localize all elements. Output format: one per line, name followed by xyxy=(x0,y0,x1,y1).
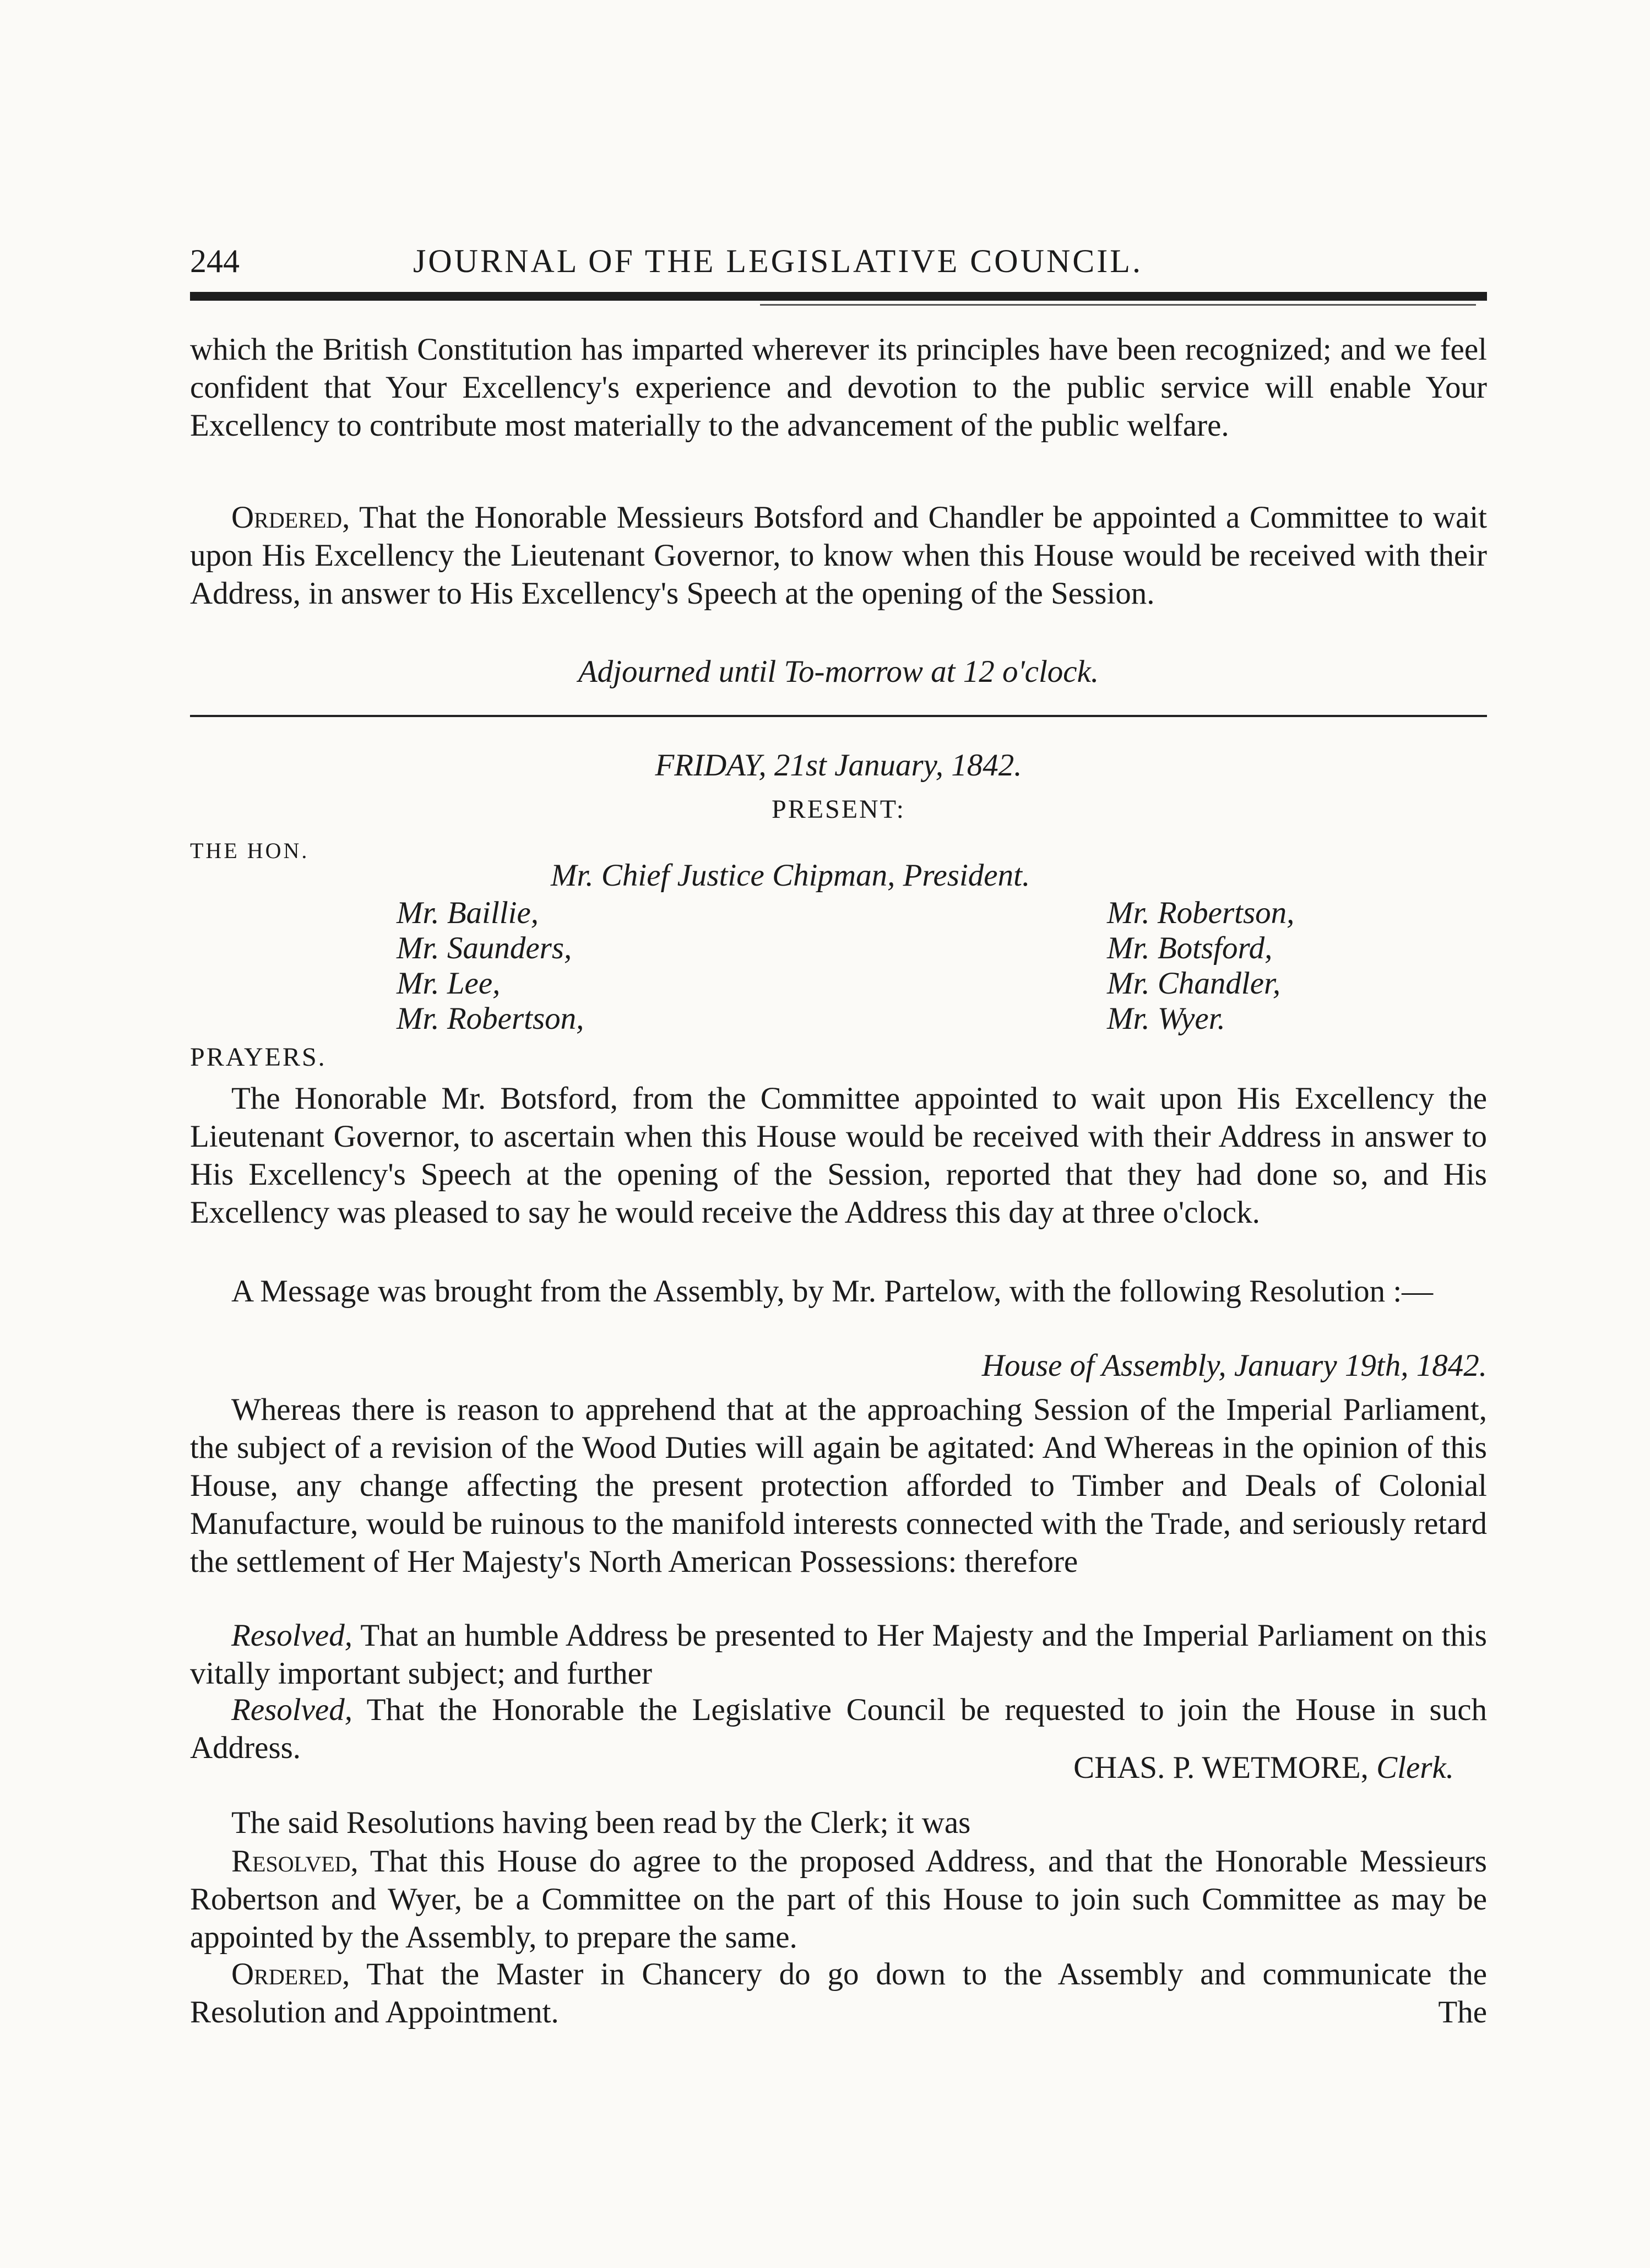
members-list xyxy=(397,895,1344,1036)
ordered-lead: Ordered, xyxy=(231,1957,350,1992)
member-row xyxy=(397,965,1344,1001)
read-by-clerk: The said Resolutions having been read by the Clerk; it was xyxy=(231,1805,971,1840)
whereas-block xyxy=(190,1391,1487,1581)
resolved-lead: Resolved, xyxy=(231,1844,359,1879)
present-heading xyxy=(190,790,1487,828)
resolved-lead: Resolved, xyxy=(231,1618,352,1653)
adjourned-block xyxy=(190,653,1487,691)
assembly-date-block xyxy=(190,1347,1487,1385)
date-heading xyxy=(190,746,1487,784)
read-by-clerk-block xyxy=(190,1804,1487,1842)
member-name: Mr. Botsford, xyxy=(1107,931,1273,965)
member-row xyxy=(397,1001,1344,1036)
weekday: FRIDAY, xyxy=(655,748,767,783)
catchword-block xyxy=(190,1993,1487,2031)
assembly-date: House of Assembly, January 19th, 1842. xyxy=(981,1348,1487,1383)
member-row xyxy=(397,895,1344,930)
adjourned-line: Adjourned until To-morrow at 12 o'clock. xyxy=(578,654,1099,689)
page-header xyxy=(190,242,1487,286)
the-hon-label: THE HON. xyxy=(190,838,310,863)
prayers-block xyxy=(190,1038,1487,1076)
message-intro: A Message was brought from the Assembly, by Mr. Partelow, with the following Resolution :— xyxy=(231,1274,1434,1309)
president-block xyxy=(551,856,1212,894)
address-text: which the British Constitution has imparted wherever its principles have been recognized; and we feel confident that Your Excellency's experience and devotion to the public service will enable Your Excellency to contribute most materially to the advancement of the public welfare. xyxy=(190,332,1487,443)
signature-block xyxy=(190,1749,1487,1787)
resolved-1-block xyxy=(190,1616,1487,1692)
resolved-lead: Resolved, xyxy=(231,1692,352,1727)
member-name: Mr. Baillie, xyxy=(397,896,539,930)
prayers-label: PRAYERS. xyxy=(190,1043,327,1072)
ordered-lead: Ordered, xyxy=(231,500,350,535)
whereas-text: Whereas there is reason to apprehend that at the approaching Session of the Imperial Parliament, the subject of a revision of the Wood Duties will again be agitated: And Whereas in the opinion of this House, any change affecting the present protection afforded to Timber and Deals of Colonial Manufacture, would be ruinous to the manifold interests connected with the Trade, and seriously retard the settlement of Her Majesty's North American Possessions: therefore xyxy=(190,1392,1487,1579)
ordered-committee xyxy=(190,498,1487,612)
address-conclusion xyxy=(190,330,1487,444)
member-name: Mr. Lee, xyxy=(397,966,501,1001)
resolved-text: That an humble Address be presented to Her Majesty and the Imperial Parliament on this vitally important subject; and further xyxy=(190,1618,1487,1691)
header-rule xyxy=(190,292,1487,301)
member-name: Mr. Chandler, xyxy=(1107,966,1281,1001)
president-line: Mr. Chief Justice Chipman, President. xyxy=(551,858,1030,893)
ordered-text: That the Honorable Messieurs Botsford and Chandler be appointed a Committee to wait upon His Excellency the Lieutenant Governor, to know when this House would be received with their Address, in answer to His Excellency's Speech at the opening of the Session. xyxy=(190,500,1487,611)
page-number: 244 xyxy=(190,243,240,279)
signature-title: Clerk. xyxy=(1368,1750,1454,1785)
message-intro-block xyxy=(190,1272,1487,1310)
running-title: JOURNAL OF THE LEGISLATIVE COUNCIL. xyxy=(413,243,1143,279)
member-row xyxy=(397,930,1344,965)
resolved-text: That the Honorable the Legislative Council be requested to join the House in such Address. xyxy=(190,1692,1487,1765)
member-name: Mr. Robertson, xyxy=(397,1001,584,1036)
member-name: Mr. Saunders, xyxy=(397,931,572,965)
resolved-3-block xyxy=(190,1842,1487,1956)
catchword: The xyxy=(1438,1995,1487,2030)
header-rule-thin xyxy=(760,304,1476,306)
resolved-text: That this House do agree to the proposed Address, and that the Honorable Messieurs Robertson and Wyer, be a Committee on the part of this House to join such Committee as may be appointed by the Assembly, to prepare the same. xyxy=(190,1844,1487,1955)
ordered-text: That the Master in Chancery do go down to the Assembly and communicate the Resolution and Appointment. xyxy=(190,1957,1487,2030)
date-text: 21st January, 1842. xyxy=(766,748,1022,783)
member-name: Mr. Robertson, xyxy=(1107,896,1295,930)
signature-name: CHAS. P. WETMORE, xyxy=(1073,1750,1369,1785)
botsford-report-block xyxy=(190,1079,1487,1231)
day-separator-rule xyxy=(190,715,1487,717)
botsford-report: The Honorable Mr. Botsford, from the Committee appointed to wait upon His Excellency the Lieutenant Governor, to ascertain when this House would be received with their Address in answer to His Excellency's Speech at the opening of the Session, reported that they had done so, and His Excellency was pleased to say he would receive the Address this day at three o'clock. xyxy=(190,1081,1487,1230)
member-name: Mr. Wyer. xyxy=(1107,1001,1225,1036)
present-label: PRESENT: xyxy=(772,795,905,824)
